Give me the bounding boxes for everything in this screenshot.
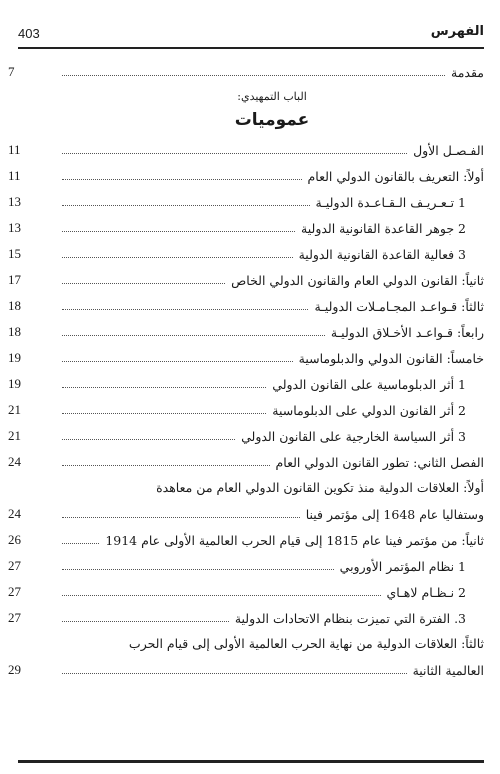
- toc-entry: [8, 344, 484, 370]
- toc-entry: [8, 188, 484, 214]
- toc-page-number: 24: [8, 506, 21, 521]
- toc-entry-text: 1 نظام المؤتمر الأوروبي: [336, 559, 484, 574]
- leader-dots: [62, 387, 266, 388]
- toc-page-number: 15: [8, 246, 21, 261]
- part-title: عموميات: [234, 110, 310, 130]
- leader-dots: [62, 75, 445, 76]
- leader-dots: [62, 465, 270, 466]
- toc-entry-text-line1: أولاً: العلاقات الدولية منذ تكوين القانون الدولي العام من معاهدة: [156, 480, 484, 495]
- toc-page-number: 17: [8, 272, 21, 287]
- toc-page-number: 11: [8, 168, 21, 183]
- page-number: 403: [18, 26, 40, 41]
- toc-page-number: 13: [8, 194, 21, 209]
- toc-page-number: 7: [8, 64, 15, 79]
- toc-entry: [8, 136, 484, 162]
- toc-page-number: 11: [8, 142, 21, 157]
- toc-entry-text-line1: ثالثاً: العلاقات الدولية من نهاية الحرب العالمية الأولى إلى قيام الحرب: [128, 636, 484, 651]
- toc-entry: [8, 448, 484, 474]
- toc-entry: [8, 422, 484, 448]
- toc-entry-line2: [8, 500, 484, 526]
- toc-page-number: 29: [8, 662, 21, 677]
- toc-entry: [8, 604, 484, 630]
- toc-entry-text: مقدمة: [447, 65, 484, 80]
- toc-page-number: 27: [8, 610, 21, 625]
- leader-dots: [62, 413, 266, 414]
- toc-entry-text: أولاً: التعريف بالقانون الدولي العام: [304, 169, 484, 184]
- toc-entry: [8, 162, 484, 188]
- toc-entry-text-line2: وستفاليا عام 1648 إلى مؤتمر فينا: [302, 507, 484, 522]
- toc-entry-text: 1 أثر الدبلوماسية على القانون الدولي: [268, 377, 484, 392]
- toc-page-number: 19: [8, 350, 21, 365]
- leader-dots: [62, 621, 229, 622]
- leader-dots: [62, 283, 225, 284]
- toc-page-number: 18: [8, 298, 21, 313]
- toc-entry: [8, 214, 484, 240]
- toc-page-number: 18: [8, 324, 21, 339]
- toc-entry: [8, 552, 484, 578]
- toc-entry-text: 2 أثر القانون الدولي على الدبلوماسية: [268, 403, 484, 418]
- leader-dots: [62, 361, 293, 362]
- toc-entry-text: الفصل الثاني: تطور القانون الدولي العام: [272, 455, 484, 470]
- toc-entry-text: الفـصـل الأول: [409, 143, 484, 158]
- leader-dots: [62, 569, 334, 570]
- toc-entry-text: ثانياً: من مؤتمر فينا عام 1815 إلى قيام الحرب العالمية الأولى عام 1914: [101, 533, 484, 548]
- toc-page-number: 13: [8, 220, 21, 235]
- toc-entry: [8, 526, 484, 552]
- footer-rule: [18, 760, 484, 763]
- leader-dots: [62, 179, 302, 180]
- toc-entry-line2: [8, 656, 484, 682]
- leader-dots: [62, 257, 293, 258]
- toc-entry-text: ثانياً: القانون الدولي العام والقانون الدولي الخاص: [227, 273, 484, 288]
- toc-entry-text: 1 تـعـريـف الـقـاعـدة الدوليـة: [312, 195, 484, 210]
- toc-entry-text: ثالثاً: قـواعـد المجـامـلات الدوليـة: [310, 299, 484, 314]
- toc-page-number: 19: [8, 376, 21, 391]
- toc-page-number: 21: [8, 428, 21, 443]
- toc-entry-text: رابعاً: قـواعـد الأخـلاق الدوليـة: [327, 325, 484, 340]
- toc-page-number: 27: [8, 584, 21, 599]
- toc-entry-text: 2 نـظـام لاهـاي: [383, 585, 484, 600]
- toc-entry-text: خامساً: القانون الدولي والدبلوماسية: [295, 351, 484, 366]
- toc-entry-text: 3 فعالية القاعدة القانونية الدولية: [295, 247, 484, 262]
- leader-dots: [62, 439, 235, 440]
- leader-dots: [62, 543, 99, 544]
- leader-dots: [62, 153, 407, 154]
- leader-dots: [62, 231, 295, 232]
- toc-entry: [8, 370, 484, 396]
- toc-entry: [8, 396, 484, 422]
- toc-entry: [8, 578, 484, 604]
- toc-entry: [8, 266, 484, 292]
- running-title: الفهرس: [430, 24, 484, 39]
- toc-page-number: 21: [8, 402, 21, 417]
- toc-entry-intro: [8, 58, 484, 84]
- toc-page-number: 24: [8, 454, 21, 469]
- leader-dots: [62, 673, 407, 674]
- toc-entry-text-line2: العالمية الثانية: [409, 663, 484, 678]
- part-label: الباب التمهيدي:: [237, 90, 307, 103]
- page-header: [18, 22, 484, 48]
- leader-dots: [62, 205, 310, 206]
- leader-dots: [62, 595, 381, 596]
- toc-entry: [8, 318, 484, 344]
- toc-entry-wrapped: [8, 630, 484, 682]
- toc-entry: [8, 240, 484, 266]
- toc-page-number: 27: [8, 558, 21, 573]
- leader-dots: [62, 517, 300, 518]
- leader-dots: [62, 335, 325, 336]
- leader-dots: [62, 309, 308, 310]
- table-of-contents: [8, 58, 484, 682]
- toc-page-number: 26: [8, 532, 21, 547]
- toc-entry-text: 3 أثر السياسة الخارجية على القانون الدولي: [237, 429, 484, 444]
- toc-entry: [8, 292, 484, 318]
- header-rule: [18, 47, 484, 49]
- toc-entry-text: 2 جوهر القاعدة القانونية الدولية: [297, 221, 484, 236]
- toc-entry-wrapped: [8, 474, 484, 526]
- toc-entry-text: 3. الفترة التي تميزت بنظام الاتحادات الدولية: [231, 611, 484, 626]
